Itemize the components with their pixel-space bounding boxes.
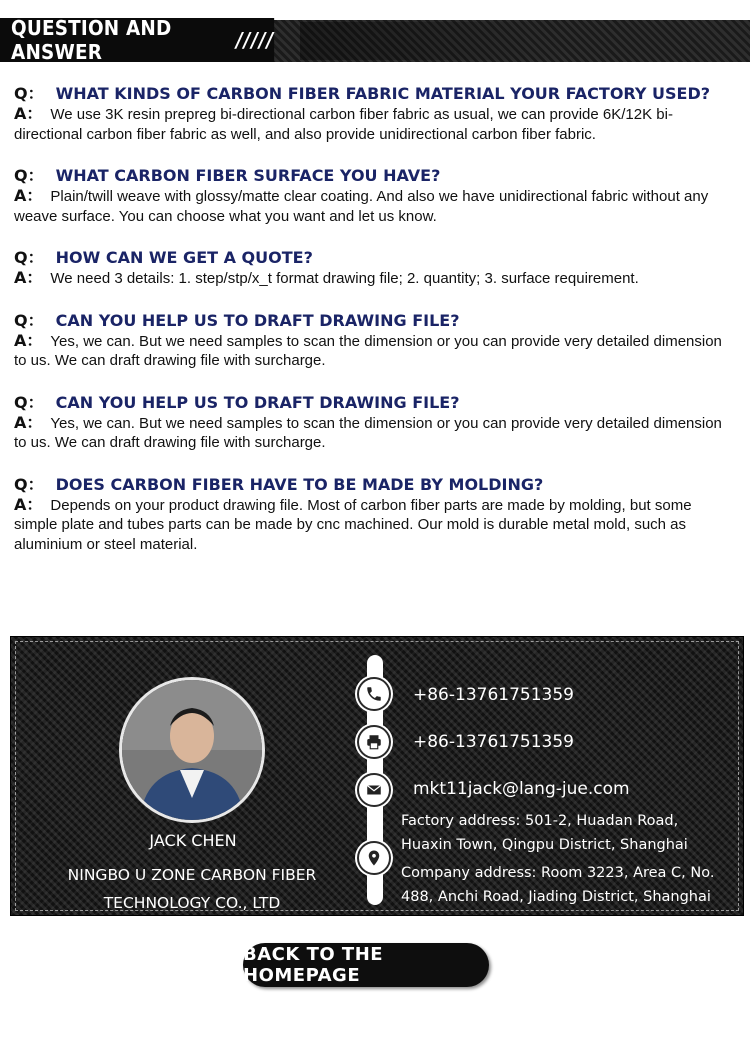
answer-text: Depends on your product drawing file. Most of carbon fiber parts are made by molding, but some simple plate and tubes parts can be made by cnc machined. Our mold is durable metal mold, such as aluminium or steel material. [14,496,692,553]
question [14,393,738,413]
qa-item [14,311,738,371]
question [14,311,738,331]
qa-item [14,166,738,226]
section-title [0,18,274,62]
answer [14,495,738,555]
q-label: Q： [14,84,44,103]
phone-glyph [365,685,383,703]
fax-number[interactable]: +86-13761751359 [413,732,574,752]
contact-name: JACK CHEN [149,831,237,850]
question-text: WHAT KINDS OF CARBON FIBER FABRIC MATERIAL YOUR FACTORY USED? [55,84,711,103]
company-address: Company address: Room 3223, Area C, No. 488, Anchi Road, Jiading District, Shanghai [401,865,715,905]
a-label: A： [14,412,43,432]
answer-text: We use 3K resin prepreg bi-directional carbon fiber fabric as usual, we can provide 6K/12K bi-directional carbon fiber fabric as well, and also provide unidirectional carbon fiber fabric. [14,106,673,143]
answer [14,104,738,144]
answer-text: Yes, we can. But we need samples to scan the dimension or you can provide very detailed dimension to us. We can draft drawing file with surcharge. [14,414,722,451]
q-label: Q： [14,310,44,330]
answer [14,268,738,289]
back-to-homepage-button[interactable]: BACK TO THE HOMEPAGE [243,943,489,987]
a-label: A： [14,494,43,514]
person-photo-icon [122,680,262,820]
question-text: HOW CAN WE GET A QUOTE? [55,248,313,267]
header-shade [300,22,750,60]
question [14,248,738,268]
mail-glyph [365,781,383,799]
q-label: Q： [14,248,44,267]
phone-number[interactable]: +86-13761751359 [413,685,574,705]
mail-icon [357,773,391,807]
company-name [51,861,333,917]
a-label: A： [14,330,43,350]
qa-item [14,84,738,144]
company-name-line2: TECHNOLOGY CO., LTD [103,894,281,912]
qa-list [14,84,738,576]
question-text: CAN YOU HELP US TO DRAFT DRAWING FILE? [55,392,460,412]
company-name-line1: NINGBO U ZONE CARBON FIBER [67,866,317,884]
contact-card [10,636,744,916]
qa-item [14,393,738,453]
email-address[interactable]: mkt11jack@lang-jue.com [413,779,630,799]
q-label: Q： [14,166,44,185]
q-label: Q： [14,392,44,412]
question-text: CAN YOU HELP US TO DRAFT DRAWING FILE? [55,310,460,330]
a-label: A： [14,104,43,123]
printer-glyph [365,733,383,751]
answer-text: Plain/twill weave with glossy/matte clear coating. And also we have unidirectional fabric without any weave surface. You can choose what you want and let us know. [14,188,709,225]
question [14,475,738,495]
answer-text: Yes, we can. But we need samples to scan the dimension or you can provide very detailed dimension to us. We can draft drawing file with surcharge. [14,332,722,369]
section-title-slashes: ///// [235,28,275,52]
qa-item [14,475,738,555]
question [14,84,738,104]
answer [14,331,738,371]
answer [14,413,738,453]
location-pin-glyph [365,849,383,867]
question-text: WHAT CARBON FIBER SURFACE YOU HAVE? [55,166,441,185]
qa-item [14,248,738,289]
answer-text: We need 3 details: 1. step/stp/x_t format drawing file; 2. quantity; 3. surface requirement. [50,270,639,287]
question [14,166,738,186]
printer-icon [357,725,391,759]
avatar [119,677,265,823]
q-label: Q： [14,474,44,494]
a-label: A： [14,268,43,287]
answer [14,186,738,226]
phone-icon [357,677,391,711]
factory-address: Factory address: 501-2, Huadan Road, Huaxin Town, Qingpu District, Shanghai [401,813,688,853]
location-pin-icon [357,841,391,875]
a-label: A： [14,186,43,205]
section-title-text: QUESTION AND ANSWER [11,16,172,64]
question-text: DOES CARBON FIBER HAVE TO BE MADE BY MOLDING? [55,474,544,494]
